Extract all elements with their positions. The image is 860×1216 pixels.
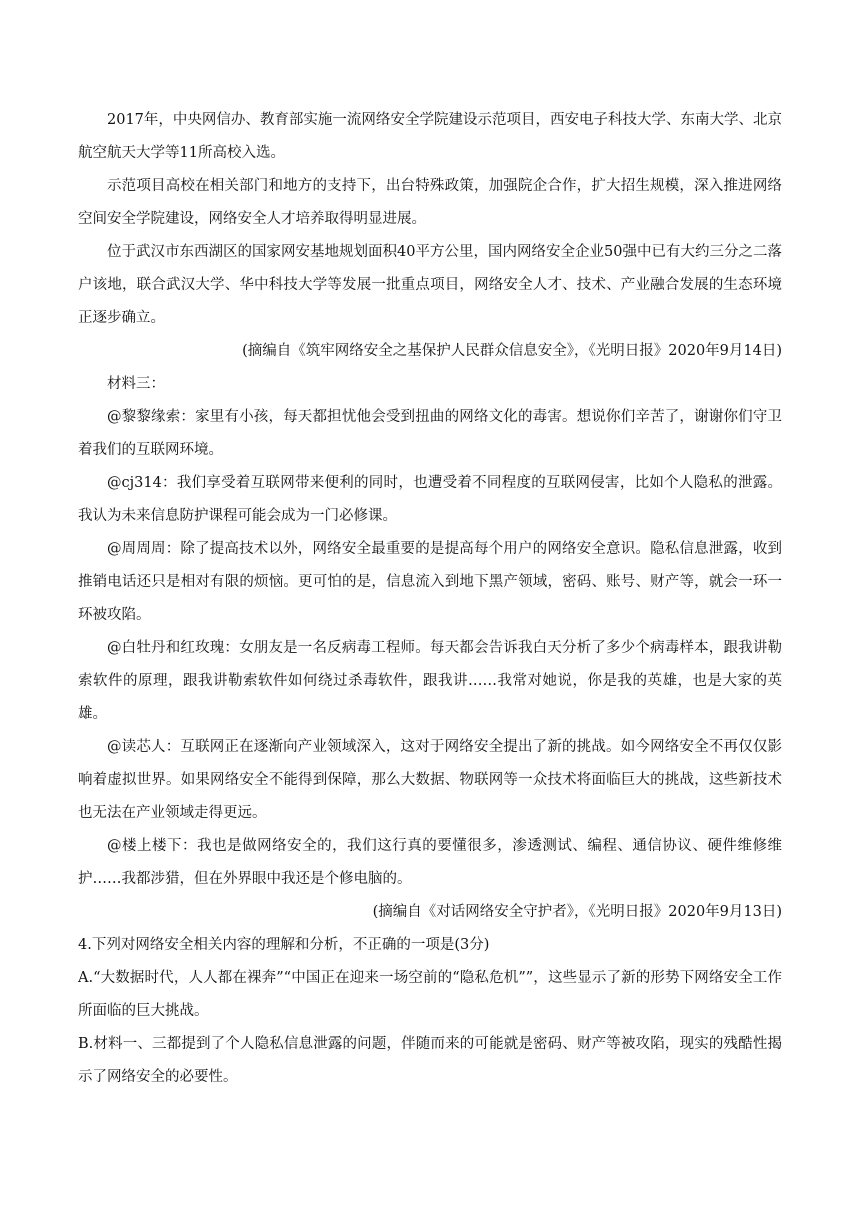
material-three-heading: 材料三： [107,376,165,392]
material-three-source: (摘编自《对话网络安全守护者》，《光明日报》2020年9月13日) [372,904,782,920]
document-page [78,104,782,1094]
option-a: A.“大数据时代，人人都在裸奔”“中国正在迎来一场空前的“隐私危机””，这些显示了新的形势下网络安全工作所面临的巨大挑战。 [78,970,782,1019]
question-stem: 4.下列对网络安全相关内容的理解和分析，不正确的一项是(3分) [78,937,490,953]
material-two-source: (摘编自《筑牢网络安全之基保护人民群众信息安全》，《光明日报》2020年9月14日) [242,343,782,359]
material-two-paragraph-1: 2017年，中央网信办、教育部实施一流网络安全学院建设示范项目，西安电子科技大学、东南大学、北京航空航天大学等11所高校入选。 [78,112,782,161]
comment-2: @cj314：我们享受着互联网带来便利的同时，也遭受着不同程度的互联网侵害，比如个人隐私的泄露。我认为未来信息防护课程可能会成为一门必修课。 [78,475,782,524]
material-two-paragraph-3: 位于武汉市东西湖区的国家网安基地规划面积40平方公里，国内网络安全企业50强中已有大约三分之二落户该地，联合武汉大学、华中科技大学等发展一批重点项目，网络安全人才、技术、产业融合发展的生态环境正逐步确立。 [78,244,782,326]
option-b: B.材料一、三都提到了个人隐私信息泄露的问题，伴随而来的可能就是密码、财产等被攻陷，现实的残酷性揭示了网络安全的必要性。 [78,1036,782,1085]
material-two-paragraph-2: 示范项目高校在相关部门和地方的支持下，出台特殊政策，加强院企合作，扩大招生规模，深入推进网络空间安全学院建设，网络安全人才培养取得明显进展。 [78,178,782,227]
comment-6: @楼上楼下：我也是做网络安全的，我们这行真的要懂很多，渗透测试、编程、通信协议、硬件维修维护……我都涉猎，但在外界眼中我还是个修电脑的。 [78,838,782,887]
comment-3: @周周周：除了提高技术以外，网络安全最重要的是提高每个用户的网络安全意识。隐私信息泄露，收到推销电话还只是相对有限的烦恼。更可怕的是，信息流入到地下黑产领域，密码、账号、财产等，就会一环一环被攻陷。 [78,541,782,623]
comment-1: @黎黎缘索：家里有小孩，每天都担忧他会受到扭曲的网络文化的毒害。想说你们辛苦了，谢谢你们守卫着我们的互联网环境。 [78,409,782,458]
comment-4: @白牡丹和红玫瑰：女朋友是一名反病毒工程师。每天都会告诉我白天分析了多少个病毒样本，跟我讲勒索软件的原理，跟我讲勒索软件如何绕过杀毒软件，跟我讲……我常对她说，你是我的英雄，也是大家的英雄。 [78,640,782,722]
comment-5: @读芯人：互联网正在逐渐向产业领域深入，这对于网络安全提出了新的挑战。如今网络安全不再仅仅影响着虚拟世界。如果网络安全不能得到保障，那么大数据、物联网等一众技术将面临巨大的挑战，这些新技术也无法在产业领域走得更远。 [78,739,782,821]
